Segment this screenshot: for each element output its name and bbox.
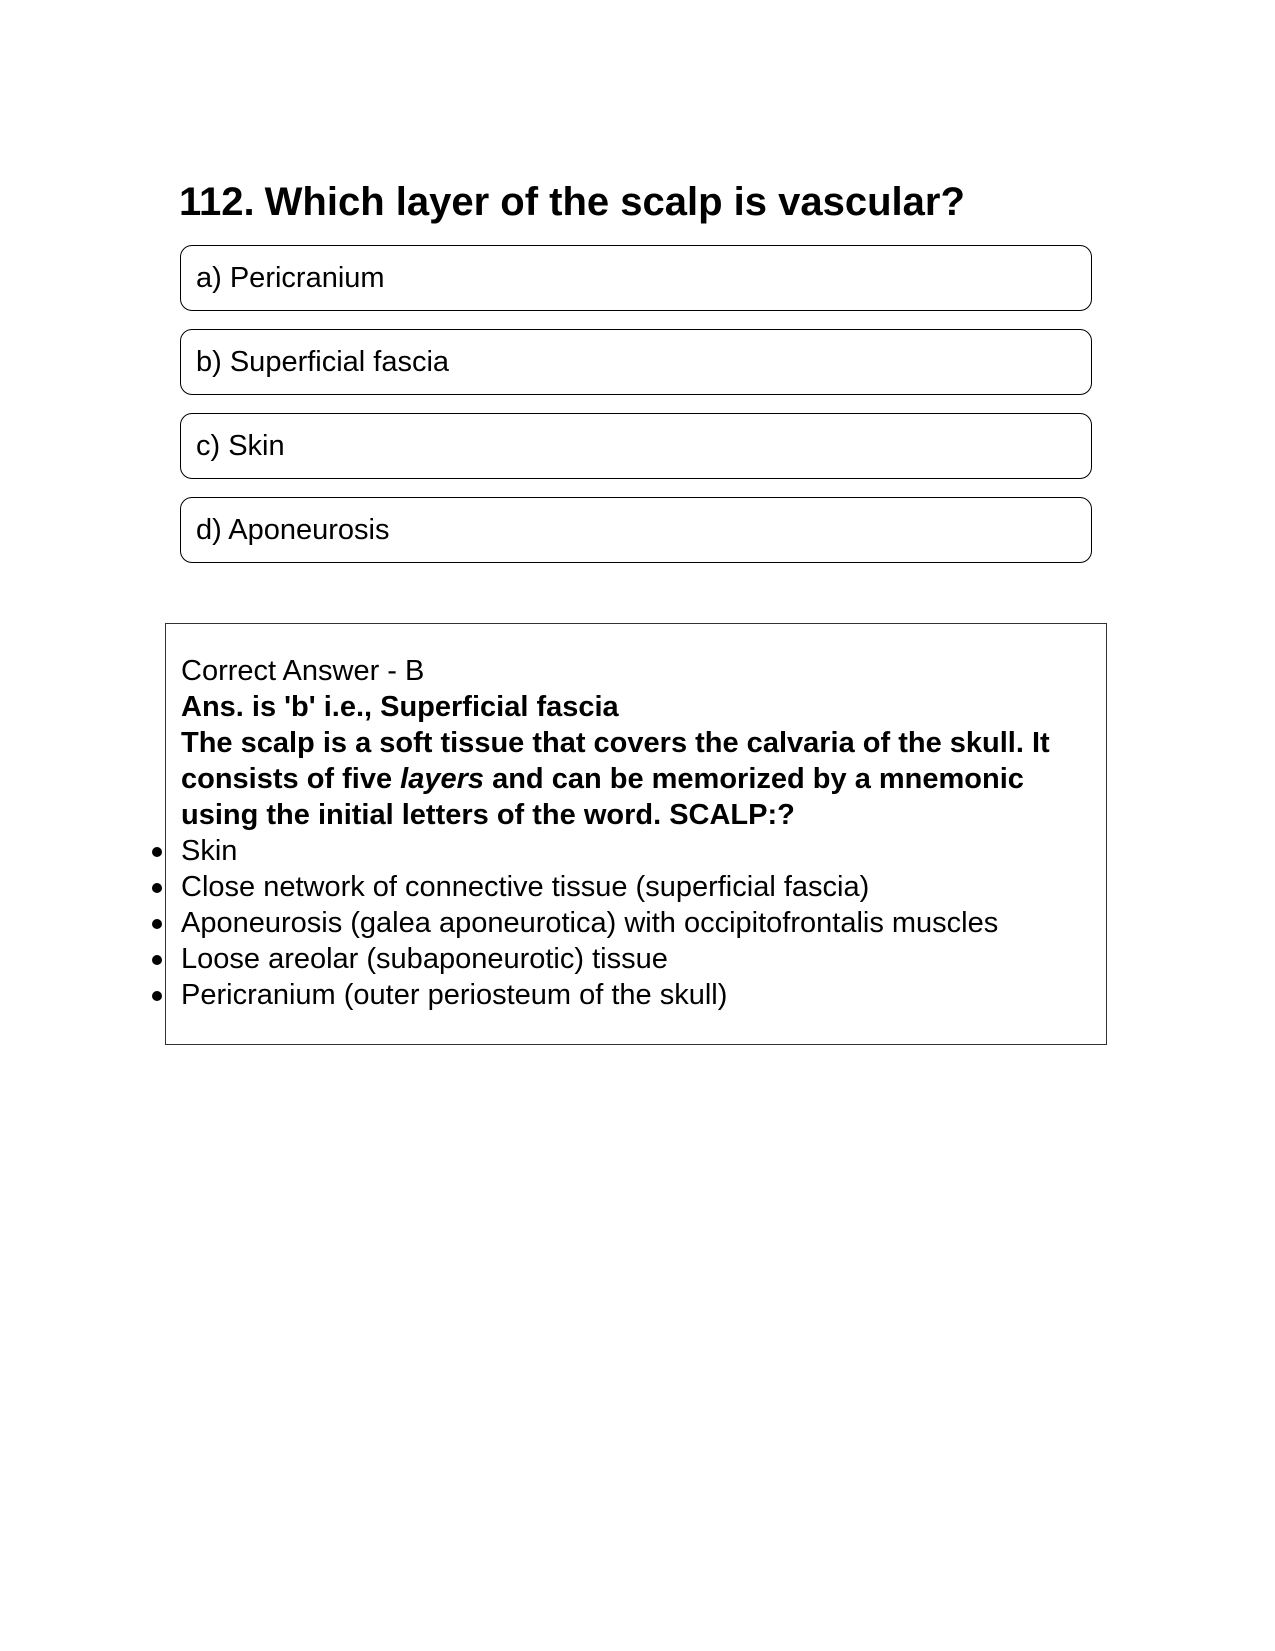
explanation-italic-word: layers xyxy=(400,763,485,795)
option-a[interactable] xyxy=(180,245,1092,311)
correct-answer-line: Correct Answer - B xyxy=(181,655,425,687)
question-number: 112. xyxy=(179,180,255,224)
option-b-label: b) Superficial fascia xyxy=(196,346,450,378)
option-a-label: a) Pericranium xyxy=(196,262,385,294)
list-item: Aponeurosis (galea aponeurotica) with occipitofrontalis muscles xyxy=(181,905,1091,941)
option-d[interactable] xyxy=(180,497,1092,563)
option-b[interactable] xyxy=(180,329,1092,395)
option-c[interactable] xyxy=(180,413,1092,479)
explanation-part-1: The scalp is a soft tissue that covers the calvaria of the skull. It consists of five xyxy=(181,727,1050,795)
option-c-label: c) Skin xyxy=(196,430,285,462)
list-item: Loose areolar (subaponeurotic) tissue xyxy=(181,941,1091,977)
explanation-paragraph xyxy=(181,725,1091,833)
list-item: Pericranium (outer periosteum of the skull) xyxy=(181,977,1091,1013)
option-d-label: d) Aponeurosis xyxy=(196,514,390,546)
question-heading xyxy=(179,178,1119,226)
explanation-part-2: and can be memorized by a mnemonic using the initial letters of the word. SCALP:? xyxy=(181,763,1024,831)
answer-summary: Ans. is 'b' i.e., Superficial fascia xyxy=(181,691,619,723)
scalp-layers-list xyxy=(181,833,1091,1013)
question-text: Which layer of the scalp is vascular? xyxy=(264,180,965,224)
list-item: Skin xyxy=(181,833,1091,869)
list-item: Close network of connective tissue (superficial fascia) xyxy=(181,869,1091,905)
answer-explanation xyxy=(181,653,1091,1013)
